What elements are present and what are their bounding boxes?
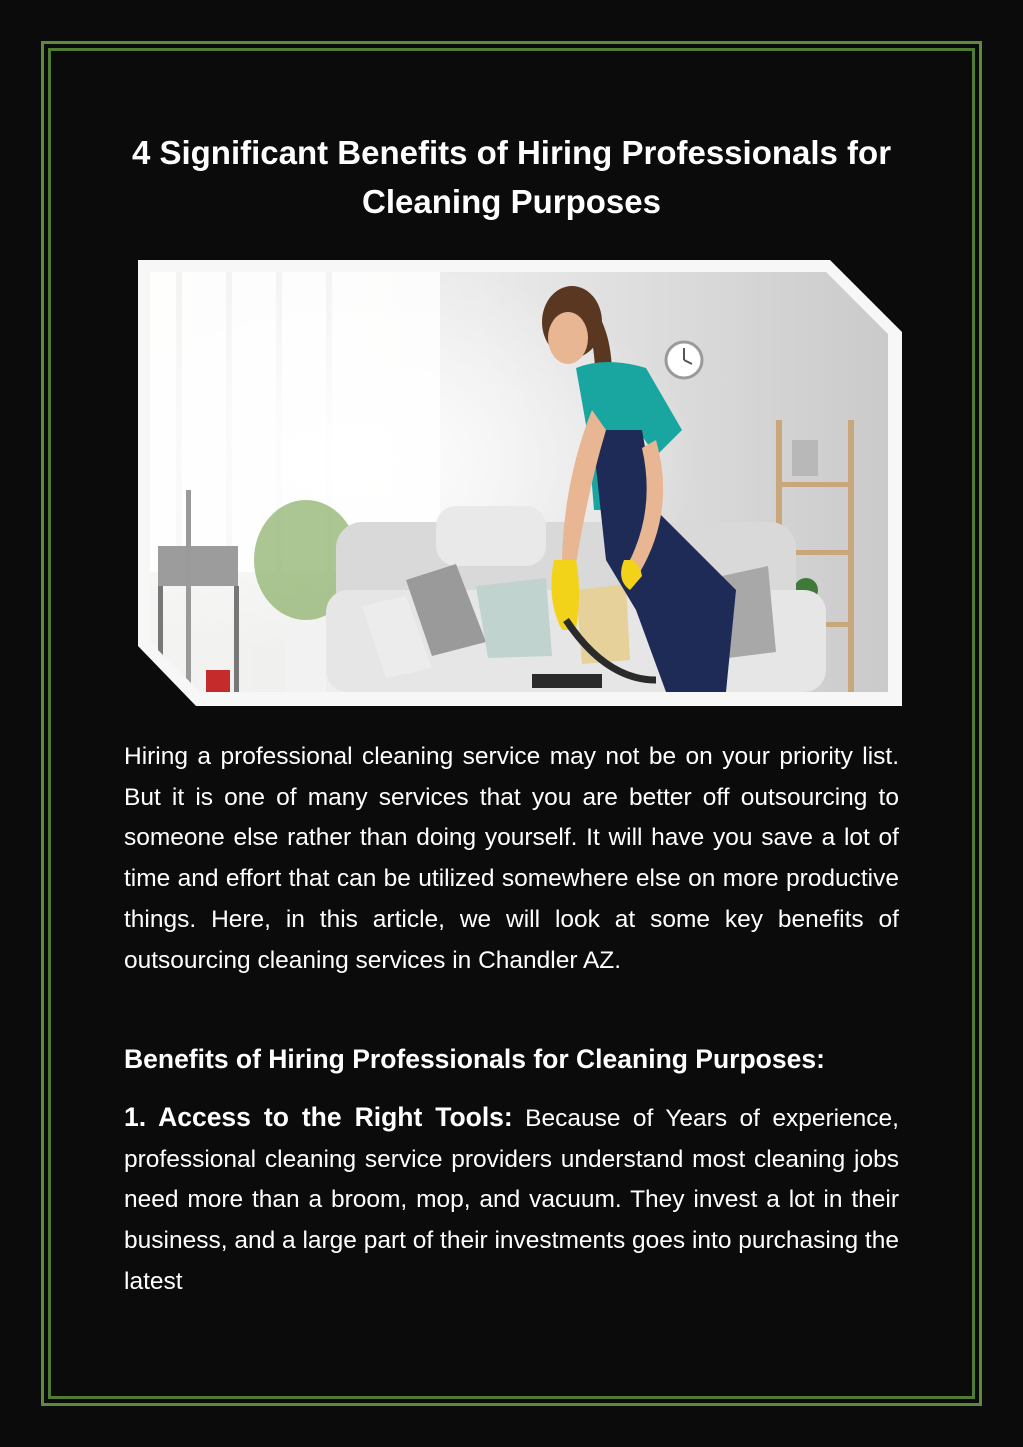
- benefit-point-1-text: Because of Years of experience, professional cleaning service providers understand most cleaning jobs need more than a broom, mop, and vacuum. They invest a lot in their business, and a large part of their investments goes into purchasing the latest: [124, 1105, 899, 1295]
- benefits-heading: Benefits of Hiring Professionals for Cleaning Purposes:: [124, 1044, 825, 1074]
- cleaning-woman-photo: [136, 260, 904, 706]
- benefit-point-1-label: 1. Access to the Right Tools:: [124, 1102, 513, 1132]
- intro-paragraph: Hiring a professional cleaning service may not be on your priority list. But it is one of many services that you are better off outsourcing to someone else rather than doing yourself. It will have you save a lot of time and effort that can be utilized somewhere else on more productive things. Here, in this article, we will look at some key benefits of outsourcing cleaning services in Chandler AZ.: [124, 743, 899, 974]
- document-title: 4 Significant Benefits of Hiring Professionals for Cleaning Purposes: [131, 134, 892, 220]
- benefit-point-1: [124, 1097, 899, 1303]
